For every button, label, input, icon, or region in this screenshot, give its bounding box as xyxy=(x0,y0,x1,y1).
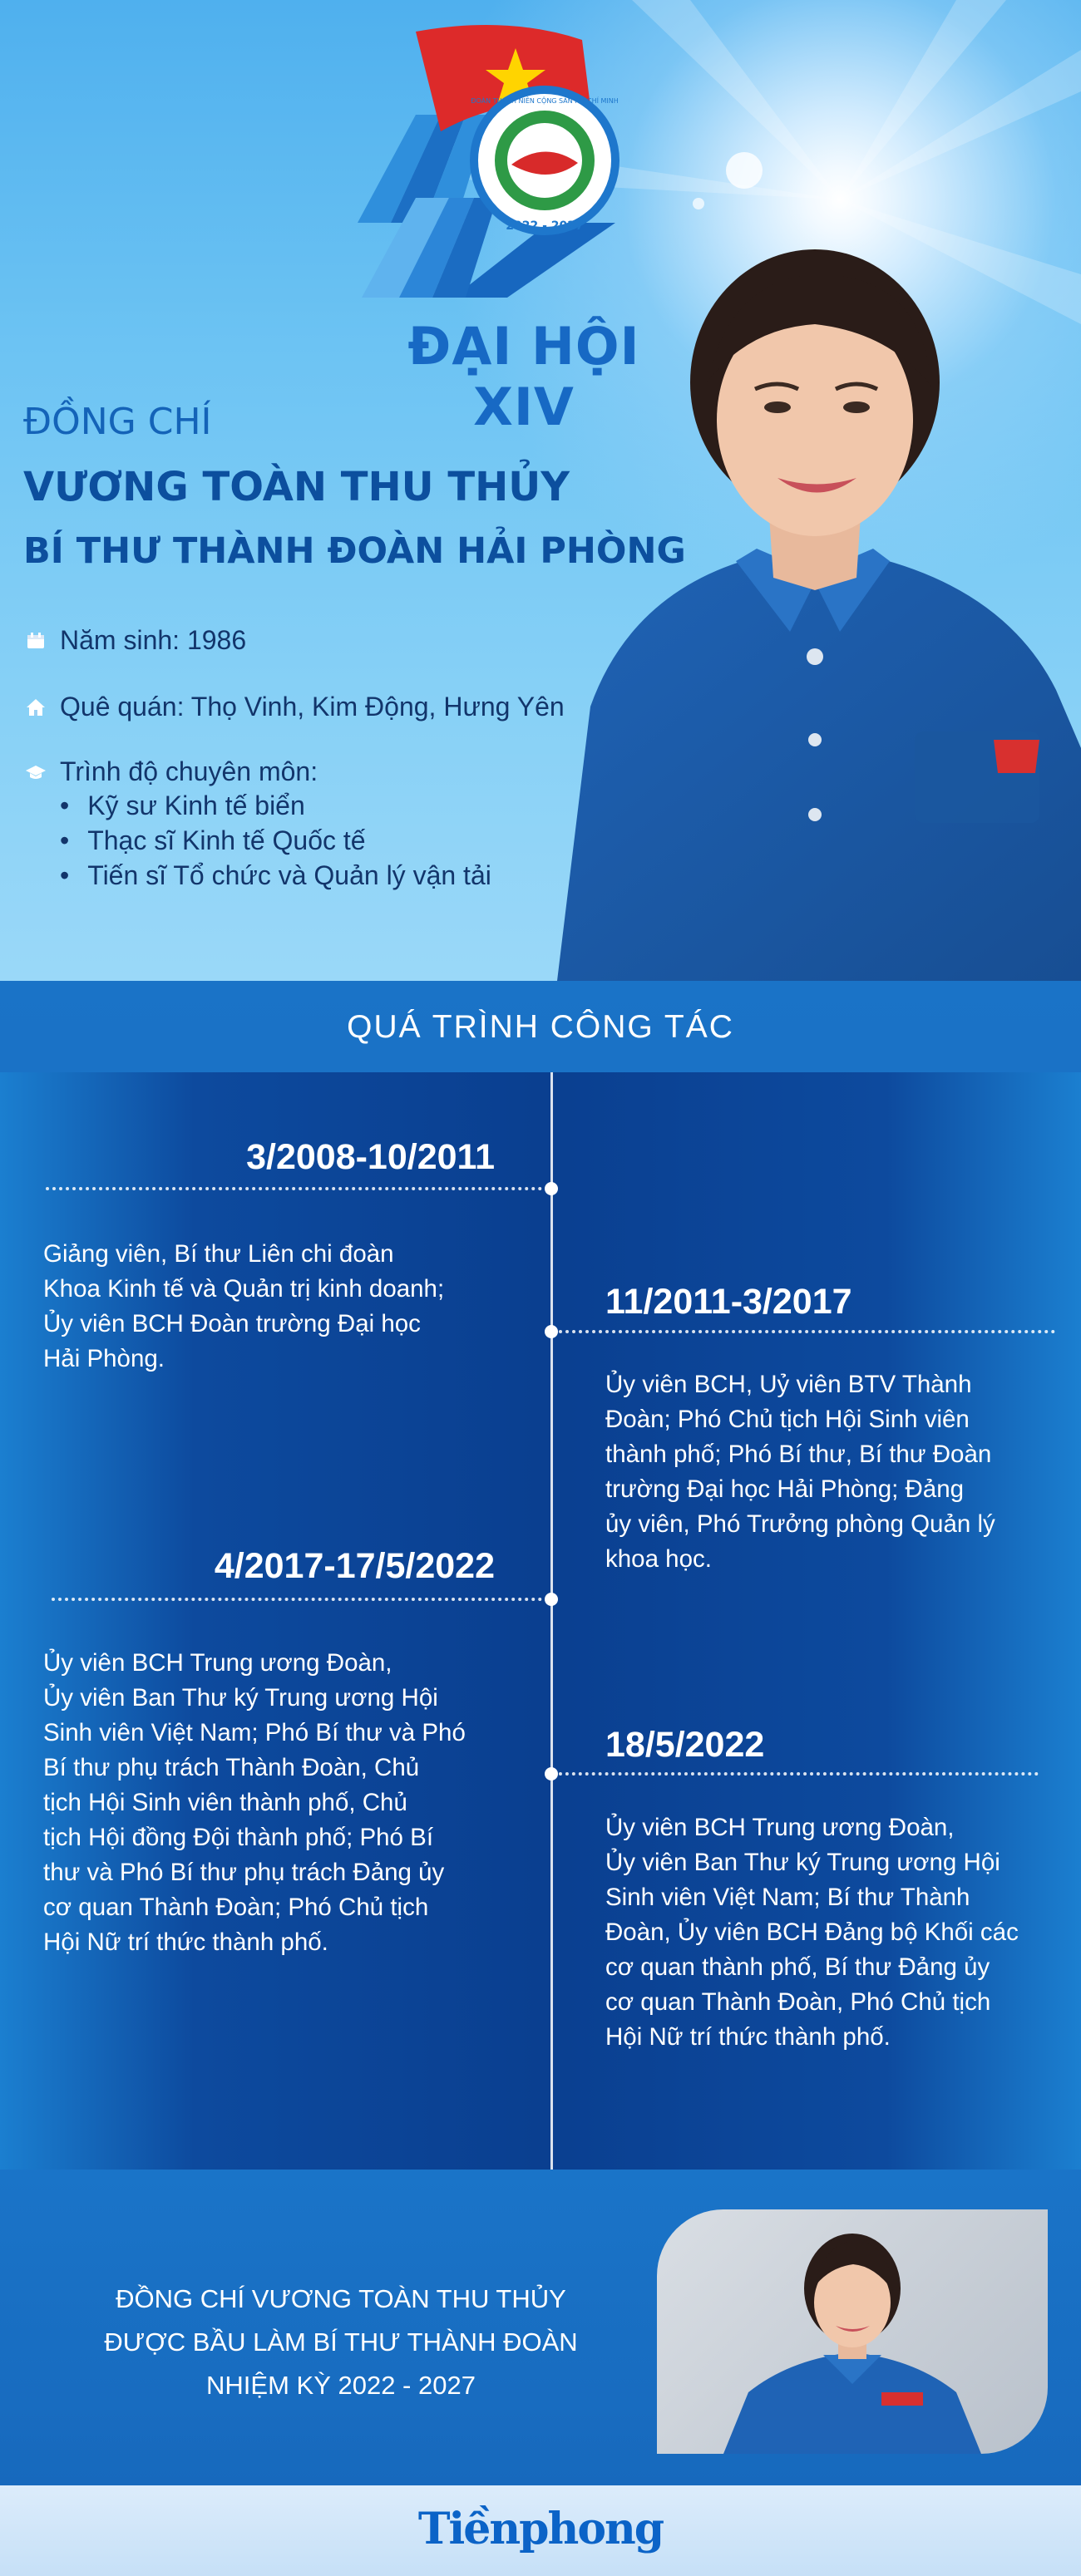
home-icon xyxy=(25,697,47,718)
desc-line: Ủy viên Ban Thư ký Trung ương Hội xyxy=(605,1849,1000,1876)
list-item: • Tiến sĩ Tổ chức và Quản lý vận tải xyxy=(60,858,491,893)
education-list xyxy=(60,788,491,893)
logo-ring-text: ĐOÀN THANH NIÊN CỘNG SẢN HỒ CHÍ MINH xyxy=(471,97,619,105)
desc-line: tịch Hội đồng Đội thành phố; Phó Bí xyxy=(43,1824,434,1851)
logo-years: 2022 - 2027 xyxy=(506,219,584,233)
timeline-period-4: 18/5/2022 xyxy=(605,1725,765,1765)
desc-line: Bí thư phụ trách Thành Đoàn, Chủ xyxy=(43,1754,420,1781)
timeline-period-1: 3/2008-10/2011 xyxy=(246,1137,495,1177)
closing-photo xyxy=(657,2209,1048,2454)
portrait-photo xyxy=(540,241,1081,981)
calendar-icon xyxy=(25,630,47,652)
desc-line: Ủy viên BCH Trung ương Đoàn, xyxy=(43,1649,392,1677)
timeline-connector-4 xyxy=(552,1772,1039,1776)
desc-line: trường Đại học Hải Phòng; Đảng xyxy=(605,1475,965,1503)
timeline-dot-2 xyxy=(545,1325,558,1338)
closing-section xyxy=(0,2170,1081,2485)
hometown-text: Quê quán: Thọ Vinh, Kim Động, Hưng Yên xyxy=(60,692,565,722)
timeline-desc-1 xyxy=(43,1237,496,1377)
hometown-row xyxy=(25,692,565,722)
desc-line: Ủy viên BCH Đoàn trường Đại học xyxy=(43,1310,421,1337)
timeline-period-2: 11/2011-3/2017 xyxy=(605,1282,852,1322)
timeline-connector-2 xyxy=(552,1330,1055,1333)
publisher-logo: Tiềnphong xyxy=(417,2504,664,2554)
list-item: • Thạc sĩ Kinh tế Quốc tế xyxy=(60,823,491,858)
closing-statement xyxy=(33,2278,649,2407)
person-role: BÍ THƯ THÀNH ĐOÀN HẢI PHÒNG xyxy=(23,530,686,572)
education-label-row xyxy=(25,756,318,787)
desc-line: thành phố; Phó Bí thư, Bí thư Đoàn xyxy=(605,1441,992,1468)
timeline-desc-3 xyxy=(43,1646,496,1960)
closing-portrait-image xyxy=(657,2209,1048,2454)
timeline-period-3: 4/2017-17/5/2022 xyxy=(214,1546,495,1586)
timeline-desc-4 xyxy=(605,1810,1054,2055)
timeline-dot-3 xyxy=(545,1593,558,1606)
desc-line: Ủy viên BCH Trung ương Đoàn, xyxy=(605,1814,955,1841)
publisher-footer xyxy=(0,2485,1081,2576)
timeline-dot-1 xyxy=(545,1182,558,1195)
desc-line: tịch Hội Sinh viên thành phố, Chủ xyxy=(43,1789,407,1816)
desc-line: Giảng viên, Bí thư Liên chi đoàn xyxy=(43,1240,394,1268)
desc-line: Hải Phòng. xyxy=(43,1345,165,1372)
desc-line: Hội Nữ trí thức thành phố. xyxy=(43,1928,328,1956)
graduation-cap-icon xyxy=(25,761,47,783)
person-name: VƯƠNG TOÀN THU THỦY xyxy=(23,464,570,510)
desc-line: cơ quan Thành Đoàn, Phó Chủ tịch xyxy=(605,1988,991,2016)
desc-line: Đoàn; Phó Chủ tịch Hội Sinh viên xyxy=(605,1406,970,1433)
birth-row xyxy=(25,625,246,656)
desc-line: cơ quan Thành Đoàn; Phó Chủ tịch xyxy=(43,1894,429,1921)
desc-line: Đoàn, Ủy viên BCH Đảng bộ Khối các xyxy=(605,1918,1019,1946)
timeline-axis xyxy=(550,1072,553,2170)
hero-section xyxy=(0,0,1081,981)
desc-line: Sinh viên Việt Nam; Bí thư Thành xyxy=(605,1884,970,1911)
union-badge-icon xyxy=(994,740,1039,773)
list-item: • Kỹ sư Kinh tế biển xyxy=(60,788,491,823)
timeline-connector-3 xyxy=(52,1598,549,1601)
timeline-title: QUÁ TRÌNH CÔNG TÁC xyxy=(347,1009,734,1045)
desc-line: Sinh viên Việt Nam; Phó Bí thư và Phó xyxy=(43,1719,466,1746)
career-timeline-section xyxy=(0,981,1081,2170)
closing-line: NHIỆM KỲ 2022 - 2027 xyxy=(206,2371,476,2400)
honorific-label: ĐỒNG CHÍ xyxy=(23,401,212,443)
timeline-desc-2 xyxy=(605,1367,1054,1577)
desc-line: Khoa Kinh tế và Quản trị kinh doanh; xyxy=(43,1275,445,1303)
timeline-dot-4 xyxy=(545,1767,558,1781)
desc-line: Hội Nữ trí thức thành phố. xyxy=(605,2023,891,2051)
desc-line: thư và Phó Bí thư phụ trách Đảng ủy xyxy=(43,1859,445,1886)
education-label: Trình độ chuyên môn: xyxy=(60,756,318,786)
closing-line: ĐƯỢC BẦU LÀM BÍ THƯ THÀNH ĐOÀN xyxy=(104,2327,578,2357)
desc-line: cơ quan thành phố, Bí thư Đảng ủy xyxy=(605,1953,990,1981)
desc-line: ủy viên, Phó Trưởng phòng Quản lý xyxy=(605,1510,995,1538)
birth-text: Năm sinh: 1986 xyxy=(60,625,247,655)
desc-line: khoa học. xyxy=(605,1545,712,1573)
closing-line: ĐỒNG CHÍ VƯƠNG TOÀN THU THỦY xyxy=(116,2284,566,2313)
event-title: ĐẠI HỘI XIV xyxy=(407,316,640,437)
timeline-connector-1 xyxy=(46,1187,549,1190)
desc-line: Ủy viên Ban Thư ký Trung ương Hội xyxy=(43,1684,438,1712)
desc-line: Ủy viên BCH, Uỷ viên BTV Thành xyxy=(605,1371,972,1398)
